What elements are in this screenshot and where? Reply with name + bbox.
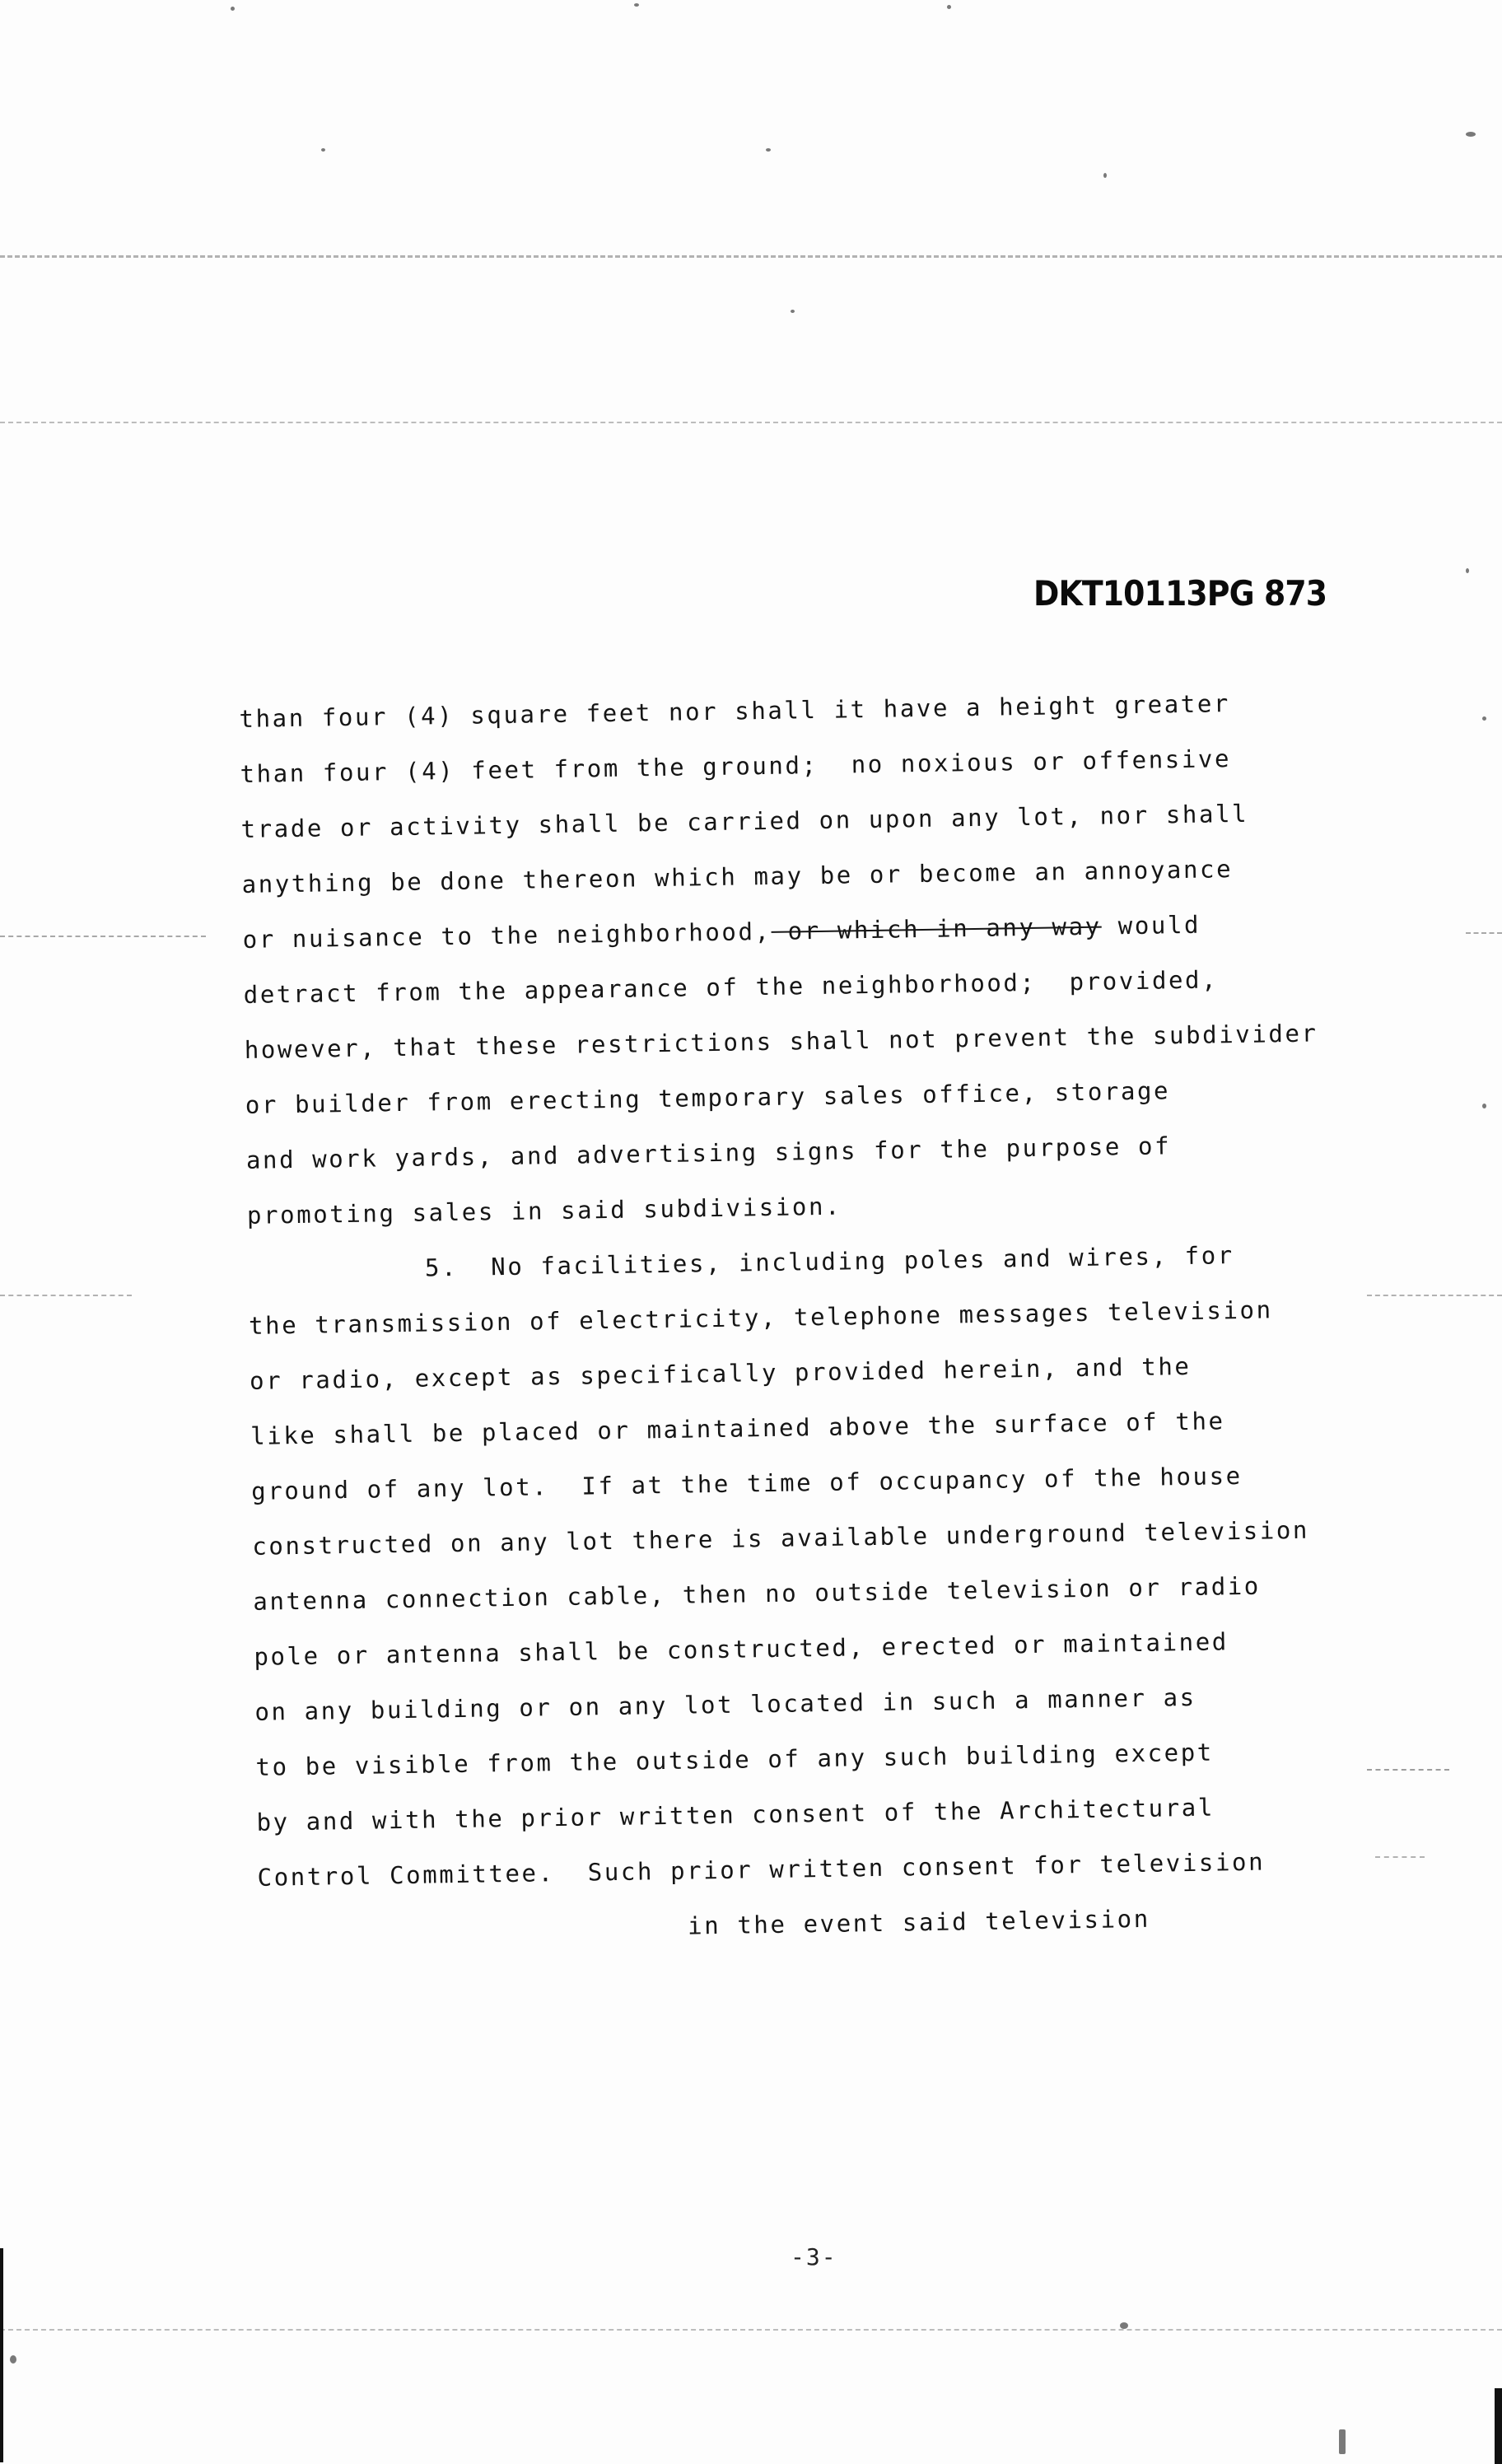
- scan-speck: [634, 3, 639, 7]
- scan-artifact-line: [0, 1295, 132, 1296]
- text-line: however, that these restrictions shall not prevent the subdivider: [244, 1019, 1318, 1064]
- scan-speck: [1120, 2322, 1128, 2329]
- text-line: or builder from erecting temporary sales office, storage: [245, 1076, 1171, 1119]
- scan-artifact-line: [1367, 1295, 1502, 1296]
- text-line: anything be done thereon which may be or become an annoyance: [241, 855, 1234, 898]
- scan-speck: [1103, 173, 1107, 178]
- scan-speck: [10, 2355, 16, 2364]
- text-line: and work yards, and advertising signs for the purpose of: [245, 1132, 1172, 1174]
- text-line: ground of any lot. If at the time of occupancy of the house: [250, 1461, 1243, 1505]
- scan-artifact-line: [0, 2329, 1502, 2331]
- struck-text: or which in any way: [771, 912, 1102, 945]
- text-line: or radio, except as specifically provided herein, and the: [249, 1351, 1192, 1395]
- text-line: than four (4) feet from the ground; no noxious or offensive: [240, 744, 1232, 788]
- line-text: or nuisance to the neighborhood,: [242, 917, 772, 954]
- text-line: pole or antenna shall be constructed, erected or maintained: [254, 1627, 1229, 1671]
- scan-edge-mark: [0, 2248, 3, 2462]
- document-body: [239, 674, 1395, 1960]
- scan-artifact-line: [0, 422, 1502, 423]
- text-line: than four (4) square feet nor shall it have a height greater: [239, 689, 1231, 733]
- book-page-reference: DKT10113PG 873: [1033, 573, 1327, 614]
- scan-speck: [947, 5, 951, 9]
- text-line: like shall be placed or maintained above the surface of the: [250, 1407, 1225, 1450]
- line-text-after: would: [1101, 910, 1201, 940]
- text-line: the transmission of electricity, telephone messages television: [248, 1295, 1273, 1340]
- scan-artifact-line: [1466, 932, 1502, 934]
- scan-speck: [231, 7, 235, 11]
- scan-speck: [766, 148, 771, 152]
- text-line: Control Committee. Such prior written consent for television: [257, 1847, 1266, 1892]
- scan-speck: [1466, 132, 1476, 137]
- scan-artifact-line: [0, 255, 1502, 258]
- text-line: promoting sales in said subdivision.: [246, 1192, 842, 1230]
- scan-artifact-line: [0, 936, 206, 937]
- text-line: in the event said television: [258, 1904, 1151, 1947]
- text-line: to be visible from the outside of any such building except: [255, 1738, 1215, 1781]
- text-line: by and with the prior written consent of the Architectural: [256, 1793, 1215, 1836]
- scan-speck: [1339, 2429, 1346, 2454]
- paragraph-start-line: 5. No facilities, including poles and wires, for: [424, 1241, 1235, 1282]
- text-line: trade or activity shall be carried on upon any lot, nor shall: [240, 799, 1249, 843]
- scan-speck: [1482, 1104, 1486, 1108]
- text-line: constructed on any lot there is available underground television: [252, 1515, 1310, 1561]
- text-line: antenna connection cable, then no outside television or radio: [253, 1571, 1262, 1616]
- text-line: on any building or on any lot located in such a manner as: [254, 1682, 1196, 1726]
- scan-speck: [1482, 716, 1486, 721]
- scan-speck: [791, 310, 795, 313]
- scan-speck: [321, 148, 325, 152]
- scan-speck: [1466, 568, 1469, 573]
- text-line: detract from the appearance of the neighborhood; provided,: [243, 965, 1219, 1009]
- scan-edge-mark: [1495, 2388, 1502, 2464]
- page-number: -3-: [791, 2243, 837, 2270]
